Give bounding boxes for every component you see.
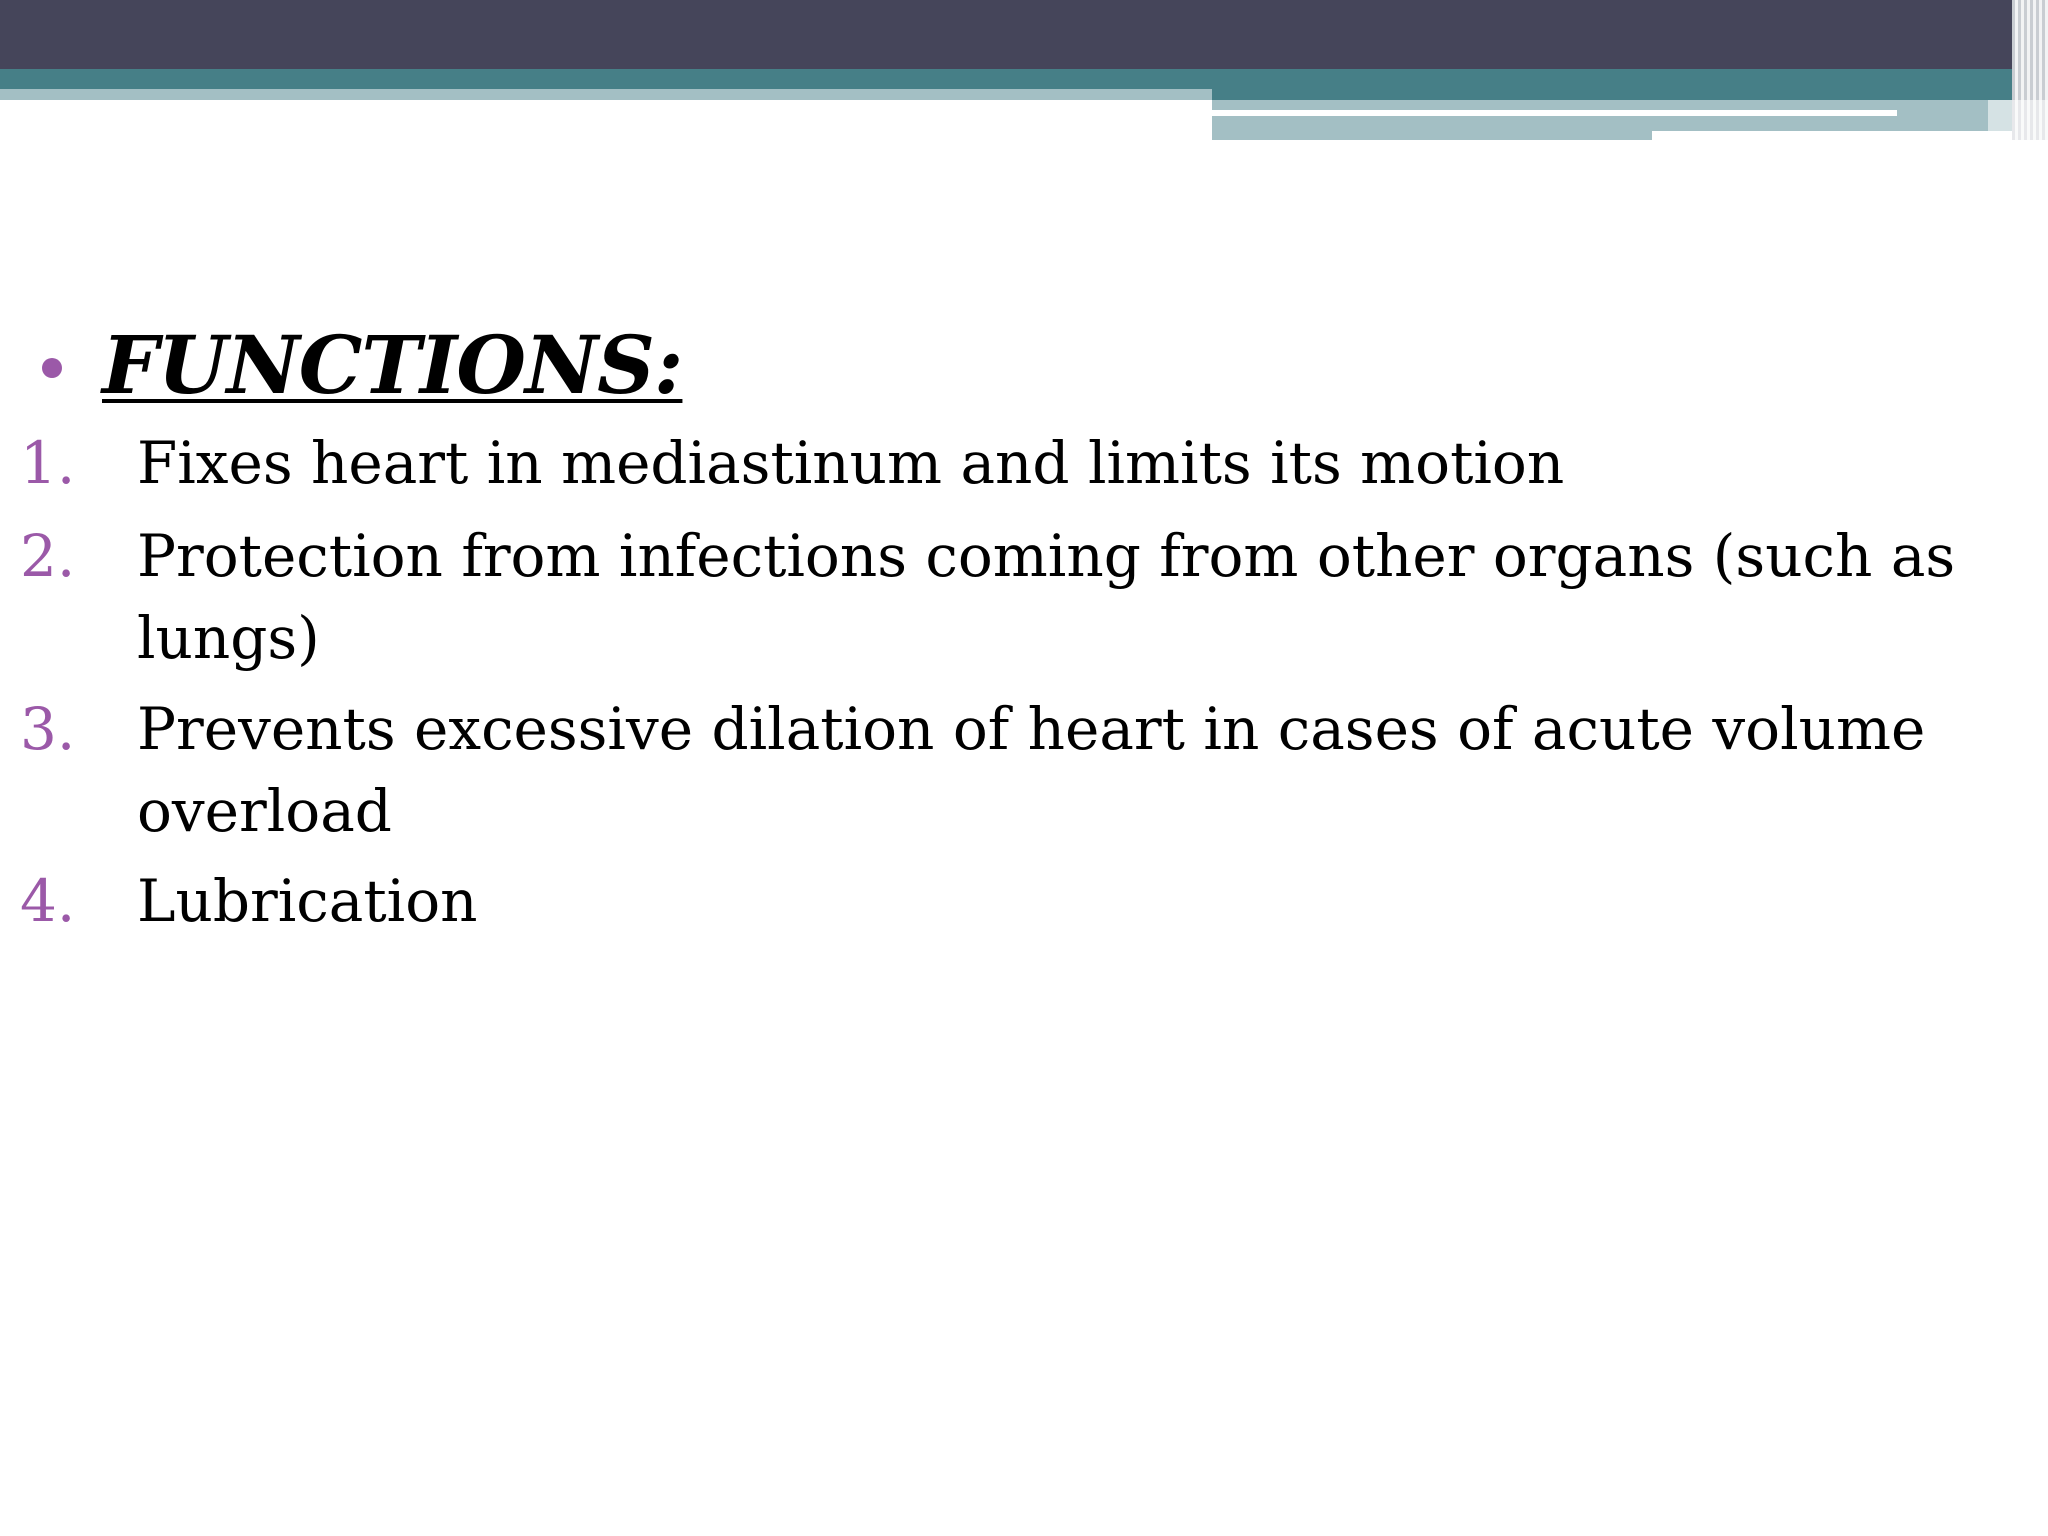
list-item-number: 2. bbox=[20, 522, 76, 590]
list-item-text: lungs) bbox=[137, 604, 320, 672]
list-item-text: Fixes heart in mediastinum and limits its motion bbox=[137, 429, 1565, 497]
heading-row bbox=[42, 318, 682, 412]
list-item-number: 1. bbox=[20, 429, 76, 497]
list-item-number: 4. bbox=[20, 867, 76, 935]
list-item-text: Protection from infections coming from other organs (such as bbox=[137, 522, 1956, 590]
slide-heading: FUNCTIONS: bbox=[102, 318, 683, 412]
bullet-icon bbox=[42, 358, 62, 378]
list-item-number: 3. bbox=[20, 695, 76, 763]
list-item-text: Prevents excessive dilation of heart in cases of acute volume bbox=[137, 695, 1926, 763]
list-item-text: Lubrication bbox=[137, 867, 478, 935]
list-item-text: overload bbox=[137, 777, 392, 845]
